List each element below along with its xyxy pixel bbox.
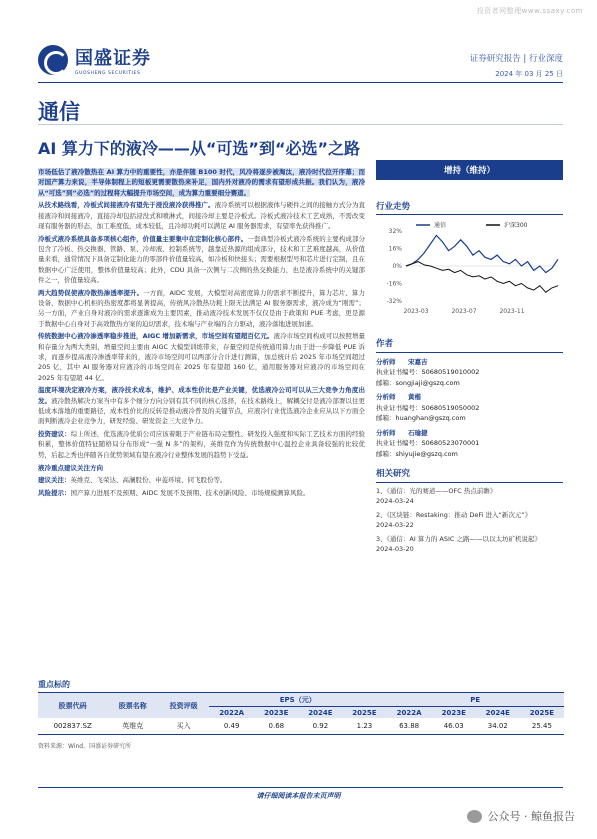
related-title: 相关研究 — [376, 469, 563, 483]
cell-name: 英维克 — [107, 718, 158, 735]
wechat-watermark — [467, 808, 576, 824]
year-header: 2022A — [209, 707, 254, 719]
related-research — [376, 469, 563, 555]
author-label: 分析师 — [376, 357, 396, 366]
company-name-en: GUOSHENG SECURITIES — [75, 71, 141, 76]
author-cert: 执业证书编号：S0680519010002 — [376, 368, 480, 376]
top-watermark: 投资者网整理www.ssaxy.com — [476, 7, 583, 15]
author-cert: 执业证书编号：S0680519050002 — [376, 403, 480, 412]
year-header: 2024E — [298, 707, 342, 719]
related-item[interactable]: 1、《通信：光的赛道——OFC 热点前瞻》 2024-03-24 — [376, 486, 497, 505]
author-label: 分析师 — [376, 428, 396, 437]
company-logo — [38, 44, 151, 76]
trend-chart — [376, 219, 563, 317]
trend-title: 行业走势 — [376, 200, 563, 215]
report-title: AI 算力下的液冷——从“可选”到“必选”之路 — [38, 139, 360, 158]
col-header-name: 股票名称 — [107, 693, 158, 719]
x-tick-label: 2023-03 — [403, 308, 429, 315]
summary-paragraph: 冷板式液冷系统具备多项核心组件，价值量主要集中在定制化核心部件。一套典型冷板式液冷系统的主要构成部分包含了冷板、热交换器、管路、泵、冷却液、控制系统等，越靠近热源的组成部分，技术和工艺难度越高，从价值量来看，通常情况下具备定制化能力的零部件价值量较高，如冷板和快接头；需要根据型号和芯片进行定制，且在数据中心广泛使用，整体价值量较高；此外，CDU 具备一次侧与二次侧的热交换能力，也是液冷系统中的关键部件之一，价值量较高。 — [38, 234, 366, 284]
year-header: 2023E — [254, 707, 298, 719]
col-header-eps: EPS（元） — [209, 693, 386, 707]
industry-title: 通信 — [38, 100, 80, 124]
authors-title: 作者 — [376, 339, 563, 353]
y-tick-label: 32% — [388, 228, 402, 235]
cell-eps: 0.49 — [209, 718, 254, 735]
summary-column — [38, 167, 365, 501]
cell-eps: 1.23 — [342, 718, 386, 735]
company-name-cn: 国盛证券 — [75, 48, 151, 69]
year-header: 2025E — [520, 707, 564, 719]
x-tick-label: 2023-07 — [451, 308, 477, 315]
summary-paragraph: 市场低估了液冷散热在 AI 算力中的重要性，亦是伴随 B100 时代，风冷将逐步被淘汰，液冷时代拉开序幕；而对国产算力来说，半导体制程上的短板更需要散热来补足，国内外对液冷的需求有望形成共振。我们认为，液冷从“可选”到“必选”的过程将大幅提升市场空间，成为算力重要细分赛道。 — [38, 168, 365, 197]
key-stocks-title: 重点标的 — [38, 680, 70, 689]
year-header: 2024E — [476, 707, 520, 719]
report-date: 2024 年 03 月 25 日 — [495, 70, 563, 78]
cell-pe: 34.02 — [476, 718, 520, 735]
col-header-pe: PE — [386, 693, 564, 707]
cell-code: 002837.SZ — [38, 718, 107, 735]
related-item[interactable]: 3、《通信：AI 算力的 ASIC 之路——以以太坊矿机说起》 2024-03-20 — [376, 534, 541, 553]
author-cert: 执业证书编号：S0680523070001 — [376, 439, 480, 447]
summary-paragraph: 从技术路线看，冷板式间接液冷有望先于浸没液冷获得推广。液冷系统可以根据液体与硬件之间的接触方式分为直接液冷和间接液冷，直接冷却包括浸没式和喷淋式，间接冷却主要是冷板式。冷板式液冷技术工艺成熟，不需改变现有服务器的形态，加工难度低，成本较低，且冷却功耗可以满足 AI 服务器需求，有望率先获得推广。 — [38, 201, 366, 230]
wechat-icon — [467, 810, 482, 823]
y-tick-label: -32% — [386, 298, 402, 305]
author-name: 黄楷 — [408, 393, 421, 401]
summary-paragraph: 投资建议：综上所述，优选液冷优质公司应该着眼于产业链布局完整性、研发投入强度和实际工艺技术方面的经验积累，整体价值特征随格局分布形成“一强 N 多”的架构，英维克作为传统数据中心温控企业具备较强的比较优势，后起之秀也伴随各自优势领域有望在液冷行业整体发展的趋势下受益。 — [38, 430, 366, 459]
author-entry — [376, 428, 563, 460]
wechat-label: 公众号 · 鲸鱼报告 — [487, 810, 575, 823]
cell-pe: 63.88 — [386, 718, 431, 735]
summary-paragraph: 风险提示：国产算力进展不及预期、AIDC 发展不及预期、技术创新风险、市场规模测算风险。 — [38, 489, 310, 498]
cell-eps: 0.68 — [254, 718, 298, 735]
trend-chart-svg — [376, 219, 563, 317]
series-line-0 — [406, 235, 558, 272]
footer-disclaimer: 请仔细阅读本报告末页声明 — [256, 792, 341, 800]
industry-divider — [38, 124, 563, 125]
year-header: 2022A — [386, 707, 431, 719]
header-divider — [38, 82, 563, 83]
related-item[interactable]: 2、《区块链：Restaking：推动 DeFi 进入“新次元”》 2024-03-22 — [376, 510, 532, 529]
author-entry — [376, 357, 563, 389]
authors-section — [376, 339, 563, 459]
author-name: 宋嘉吉 — [408, 357, 428, 366]
legend-label: 通信 — [434, 222, 447, 229]
table-row — [38, 718, 564, 735]
author-label: 分析师 — [376, 393, 396, 401]
col-header-rating: 投资评级 — [158, 693, 209, 719]
cell-eps: 0.92 — [298, 718, 342, 735]
cell-pe: 25.45 — [520, 718, 564, 735]
cell-rating: 买入 — [158, 718, 209, 735]
col-header-code: 股票代码 — [38, 693, 107, 719]
x-tick-label: 2023-11 — [499, 308, 525, 315]
logo-icon — [38, 45, 68, 75]
year-header: 2023E — [432, 707, 476, 719]
legend-label: 沪深300 — [504, 222, 528, 229]
key-stocks-table — [38, 692, 564, 735]
rating-badge: 增持（维持） — [376, 160, 563, 180]
author-email[interactable]: 邮箱：huanghan@gszq.com — [376, 414, 466, 422]
author-name: 石瑜捷 — [408, 428, 428, 437]
footer-divider — [38, 787, 563, 788]
cell-pe: 46.03 — [432, 718, 476, 735]
summary-paragraph: 温度环境决定液冷方案，液冷技术成本，维护、成本性价比是产业关键，优选液冷公司可以从三大竞争力角度出发。液冷散热解决方案当中有多个细分方向分别有其不同的核心选择，在技术路线上，解耦交付是液冷部署以往更低成本落地的重要路径，成本性价比的反转是推动液冷普及的关键节点，应液冷行业优选液冷企业应从以下方面全面判断液冷企业竞争力，研发经验、研发资金三大竞争力。 — [38, 386, 366, 426]
summary-paragraph: 液冷重点建议关注方向 — [38, 463, 103, 472]
y-tick-label: 0% — [392, 263, 402, 270]
summary-paragraph: 两大趋势促使液冷散热渗透率提升。一方面，AIDC 发展，大模型对高密度算力的需求不断提升，算力芯片、算力设备，数据中心机柜的热密度都将显著提高，传统风冷散热功耗上限无法满足 AI 服务器需求，液冷成为“刚需”；另一方面，产业自身对液冷的需求逐渐成为主要因素，推动液冷技术发展不仅仅是由于政策和 PUE 考虑，更是源于数据中心自身对于高效散热方案的迫切需求，技术端与产业端的合力驱动，液冷落地进展加速。 — [38, 288, 365, 328]
y-tick-label: 16% — [388, 245, 402, 253]
summary-paragraph: 传统数据中心液冷渗透率稳步推进，AIGC 增加新需求，市场空间有望超百亿元。液冷市场空间构成可以按照增量和存量分为两大类别，增量空间主要由 AIGC 大模型训练带来，存量空间是传统通用算力由于进一步降低 PUE 诉求，而逐步提高液冷渗透率带来的，液冷市场空间可以两部分合计进行测算，加总统计后 2025 年市场空间超过 205 亿，其中 AI 服务器对应液冷的市场空间在 2025 年有望超 160 亿，通用服务器对应液冷的市场空间在 2025 年有望超 44 亿。 — [38, 332, 365, 382]
summary-paragraph: 建议关注：英维克、飞荣达、高澜股份、申菱环境、同飞股份等。 — [38, 476, 227, 485]
author-entry — [376, 392, 563, 424]
author-email[interactable]: 邮箱：shiyujie@gszq.com — [376, 449, 458, 458]
year-header: 2025E — [342, 707, 386, 719]
table-source: 资料来源：Wind，国盛证券研究所 — [38, 743, 132, 750]
report-type: 证券研究报告 | 行业深度 — [469, 54, 563, 64]
author-email[interactable]: 邮箱：songjiaji@gszq.com — [376, 378, 460, 387]
sidebar-column — [376, 160, 563, 555]
y-tick-label: -16% — [386, 280, 402, 288]
